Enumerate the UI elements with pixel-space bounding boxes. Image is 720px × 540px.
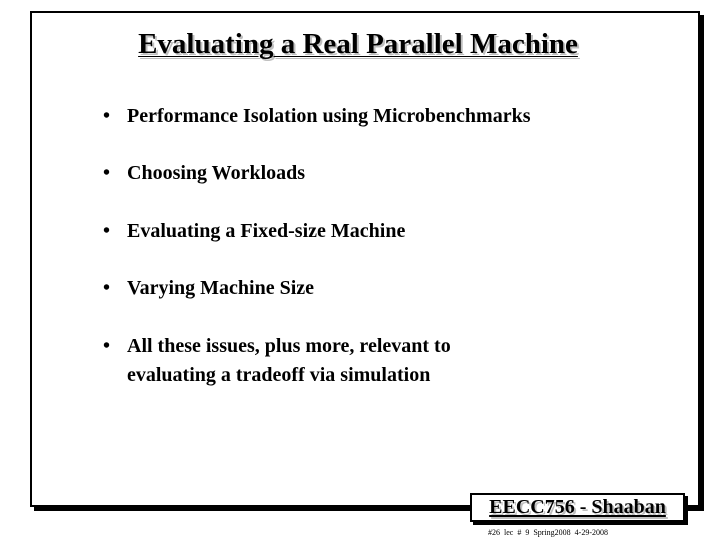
bullet-marker: • (103, 162, 111, 184)
bullet-marker: • (103, 335, 111, 357)
bullet-item (103, 217, 663, 246)
bullet-marker: • (103, 220, 111, 242)
bullet-text: Varying Machine Size (127, 277, 315, 299)
bullet-marker: • (103, 277, 111, 299)
bullet-text: Evaluating a Fixed-size Machine (127, 220, 406, 242)
footer-brand: EECC756 - Shaaban (489, 496, 666, 518)
bullet-marker: • (103, 105, 111, 127)
bullet-item (103, 159, 663, 188)
bullet-text: Performance Isolation using Microbenchmarks (127, 105, 531, 127)
bullet-item (103, 102, 663, 131)
bullet-item (103, 332, 663, 390)
footer-brand-box (470, 493, 685, 522)
bullet-text: Choosing Workloads (127, 162, 306, 184)
bullet-text: All these issues, plus more, relevant to evaluating a tradeoff via simulation (127, 335, 451, 386)
slide-title: Evaluating a Real Parallel Machine (138, 28, 578, 60)
bullet-item (103, 274, 663, 303)
slide-frame (30, 11, 700, 507)
footer-meta: #26 lec # 9 Spring2008 4-29-2008 (488, 528, 608, 537)
